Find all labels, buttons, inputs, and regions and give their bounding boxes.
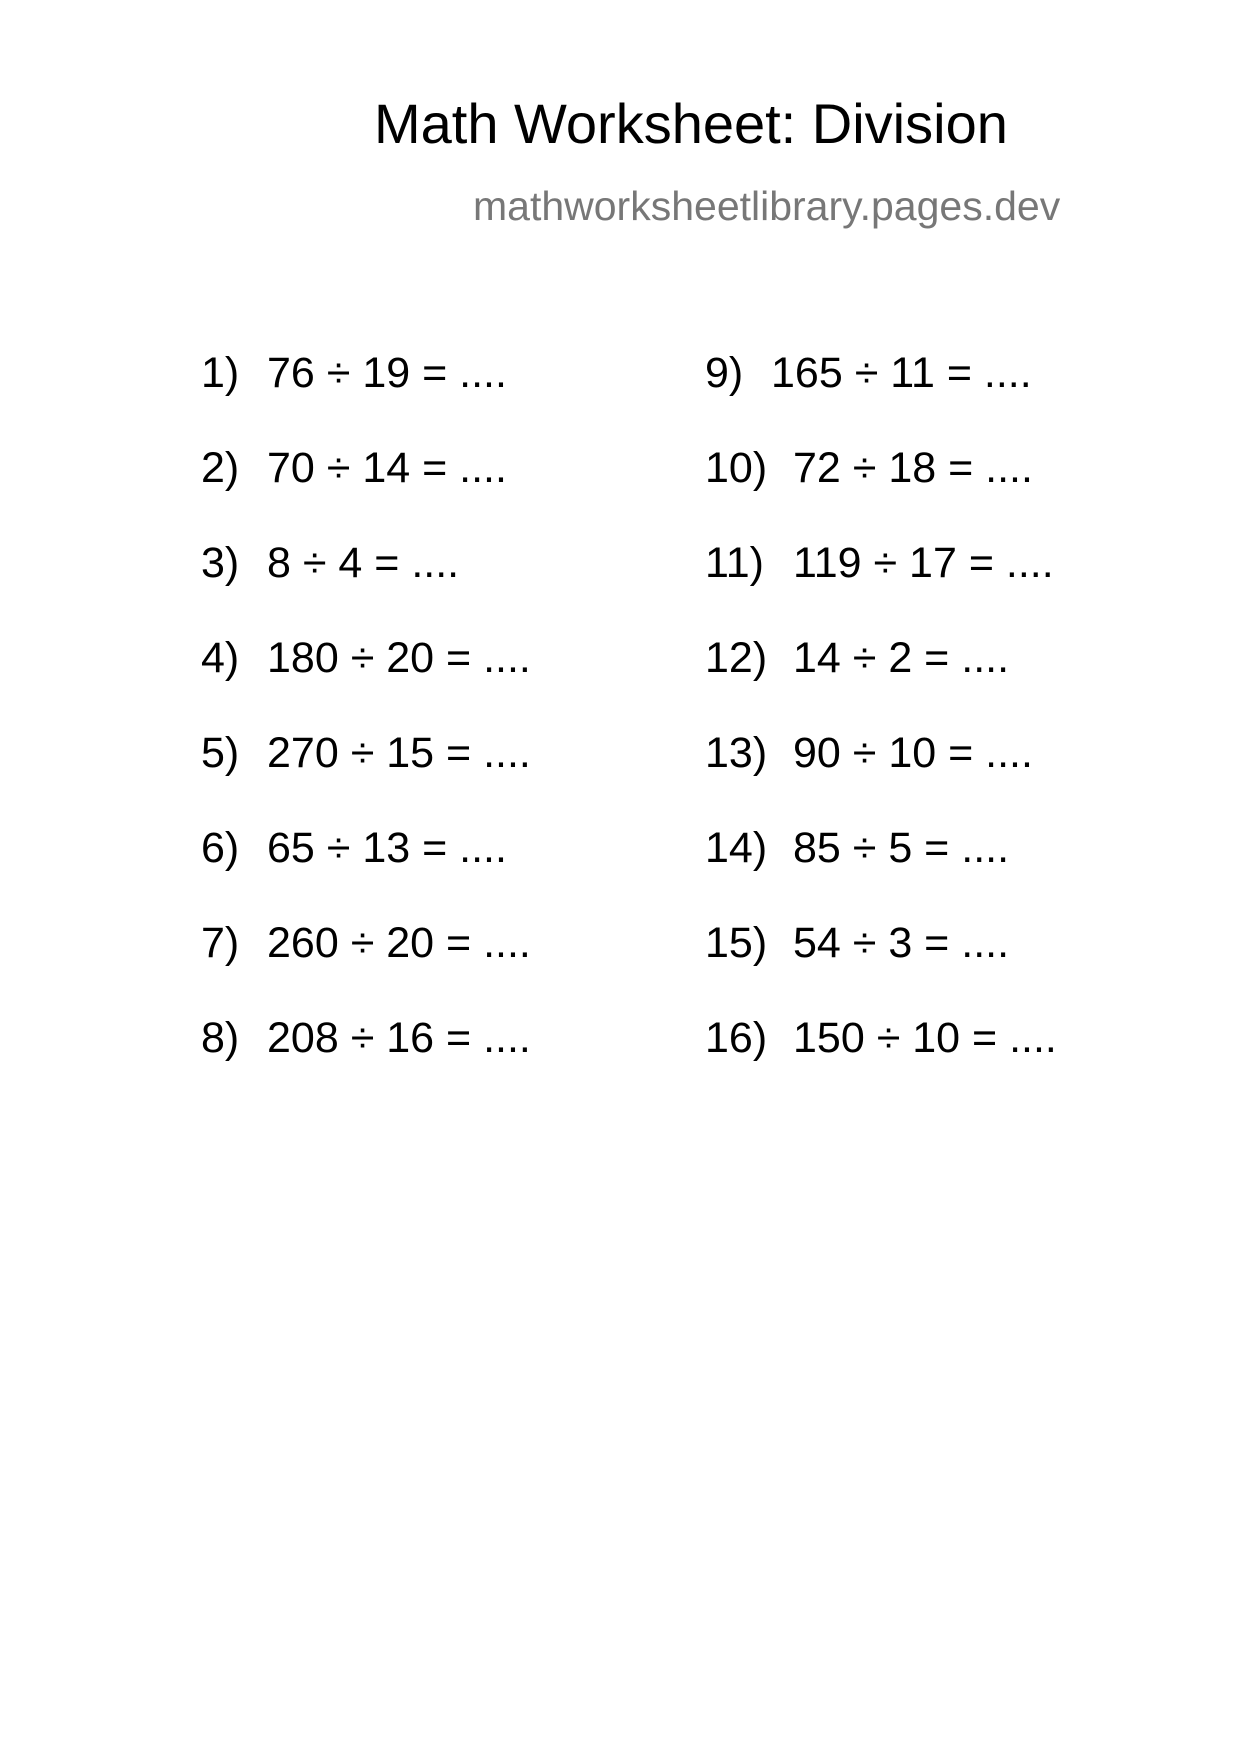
problem-number: 15) (705, 919, 768, 967)
problem-item (705, 824, 1057, 922)
problem-number: 11) (705, 539, 764, 587)
problem-item (201, 349, 531, 447)
problem-number: 6) (201, 824, 240, 872)
problem-number: 16) (705, 1014, 768, 1062)
problem-number: 5) (201, 729, 240, 777)
problem-item (201, 539, 531, 637)
problem-number: 3) (201, 539, 240, 587)
problem-item (705, 539, 1057, 637)
problem-item (201, 919, 531, 1017)
problem-number: 12) (705, 634, 768, 682)
problem-item (201, 824, 531, 922)
problem-expression: 72 ÷ 18 = .... (793, 444, 1033, 492)
problem-item (705, 634, 1057, 732)
problem-number: 1) (201, 349, 240, 397)
problem-expression: 208 ÷ 16 = .... (267, 1014, 531, 1062)
problem-item (705, 349, 1057, 447)
problem-expression: 85 ÷ 5 = .... (793, 824, 1010, 872)
problem-number: 8) (201, 1014, 240, 1062)
problem-item (201, 444, 531, 542)
site-url: mathworksheetlibrary.pages.dev (473, 183, 1061, 229)
problem-item (201, 729, 531, 827)
problem-expression: 150 ÷ 10 = .... (793, 1014, 1057, 1062)
problem-number: 9) (705, 349, 744, 397)
problem-column-right (705, 349, 1057, 1112)
problem-item (201, 1014, 531, 1112)
problem-expression: 76 ÷ 19 = .... (267, 349, 507, 397)
problem-column-left (201, 349, 531, 1112)
problem-number: 4) (201, 634, 240, 682)
problem-expression: 54 ÷ 3 = .... (793, 919, 1010, 967)
problem-expression: 8 ÷ 4 = .... (267, 539, 460, 587)
problem-item (705, 919, 1057, 1017)
problem-number: 2) (201, 444, 240, 492)
problem-expression: 180 ÷ 20 = .... (267, 634, 531, 682)
problem-expression: 165 ÷ 11 = .... (771, 349, 1032, 397)
problem-expression: 90 ÷ 10 = .... (793, 729, 1033, 777)
problem-expression: 65 ÷ 13 = .... (267, 824, 507, 872)
problem-item (705, 444, 1057, 542)
problem-number: 14) (705, 824, 768, 872)
problem-item (201, 634, 531, 732)
problem-number: 10) (705, 444, 768, 492)
problem-expression: 270 ÷ 15 = .... (267, 729, 531, 777)
page-title: Math Worksheet: Division (374, 92, 1008, 155)
problem-expression: 119 ÷ 17 = .... (793, 539, 1054, 587)
problem-item (705, 1014, 1057, 1112)
problem-number: 7) (201, 919, 240, 967)
problem-expression: 260 ÷ 20 = .... (267, 919, 531, 967)
problem-expression: 70 ÷ 14 = .... (267, 444, 507, 492)
problem-item (705, 729, 1057, 827)
problem-number: 13) (705, 729, 768, 777)
problem-expression: 14 ÷ 2 = .... (793, 634, 1010, 682)
